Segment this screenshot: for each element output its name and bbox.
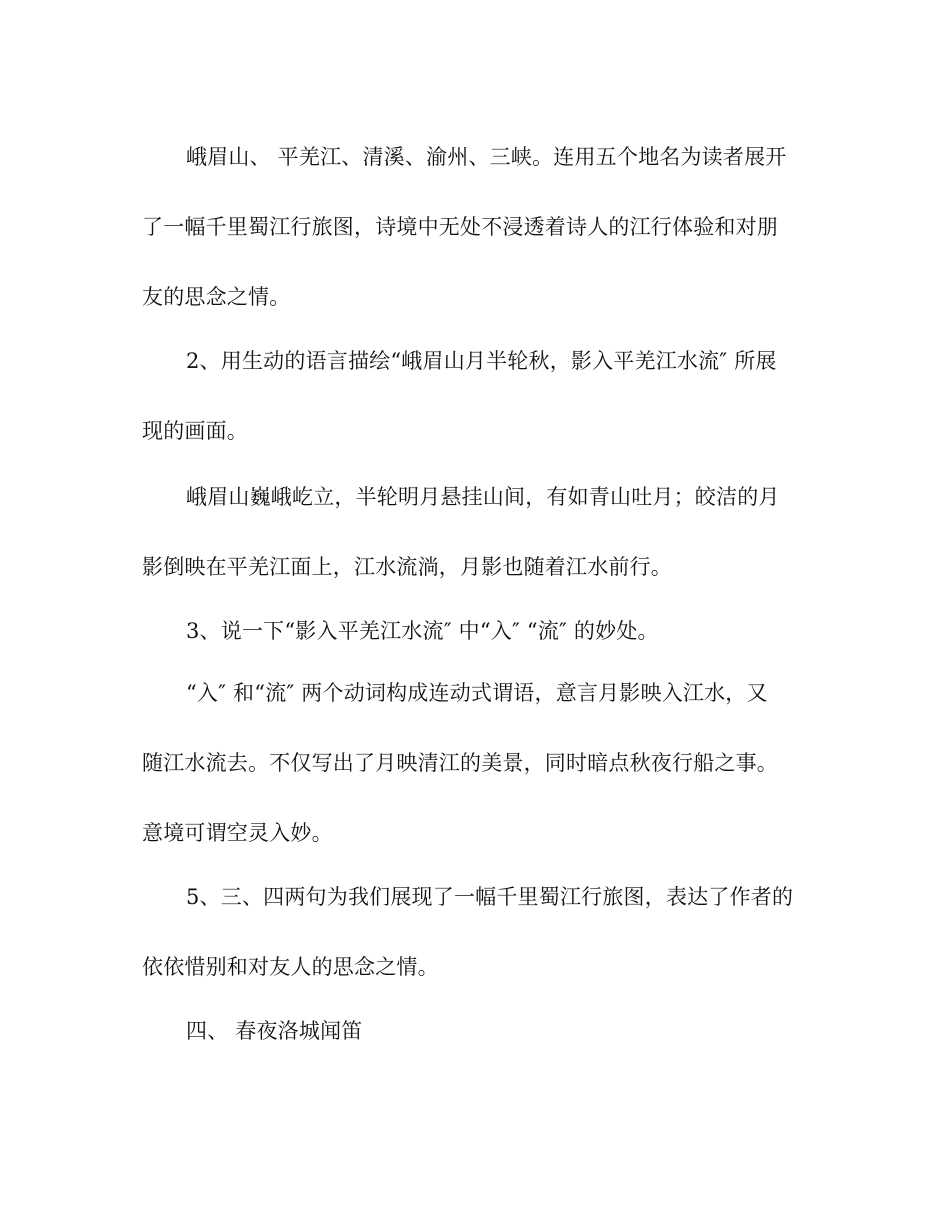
paragraph-line: 峨眉山巍峨屹立，半轮明月悬挂山间，有如青山吐月；皎洁的月: [186, 485, 780, 509]
question-line: 3、说一下“影入平羌江水流″ 中“入″ “流″ 的妙处。: [186, 619, 659, 643]
paragraph-line: 了一幅千里蜀江行旅图，诗境中无处不浸透着诗人的江行体验和对朋: [142, 215, 778, 239]
paragraph-line: 随江水流去。不仅写出了月映清江的美景，同时暗点秋夜行船之事。: [142, 751, 778, 775]
paragraph-line: 影倒映在平羌江面上，江水流淌，月影也随着江水前行。: [142, 555, 672, 579]
question-line: 2、用生动的语言描绘“峨眉山月半轮秋，影入平羌江水流″ 所展: [186, 349, 777, 373]
paragraph-line: 峨眉山、 平羌江、清溪、渝州、三峡。连用五个地名为读者展开: [186, 145, 787, 169]
section-heading: 四、 春夜洛城闻笛: [186, 1019, 363, 1043]
paragraph-line: 现的画面。: [142, 419, 248, 443]
paragraph-line: 友的思念之情。: [142, 285, 291, 309]
paragraph-line: 意境可谓空灵入妙。: [142, 821, 333, 845]
paragraph-line: “入″ 和“流″ 两个动词构成连动式谓语，意言月影映入江水，又: [186, 681, 768, 705]
question-line: 5、三、四两句为我们展现了一幅千里蜀江行旅图，表达了作者的: [186, 885, 794, 909]
paragraph-line: 依依惜别和对友人的思念之情。: [142, 955, 439, 979]
